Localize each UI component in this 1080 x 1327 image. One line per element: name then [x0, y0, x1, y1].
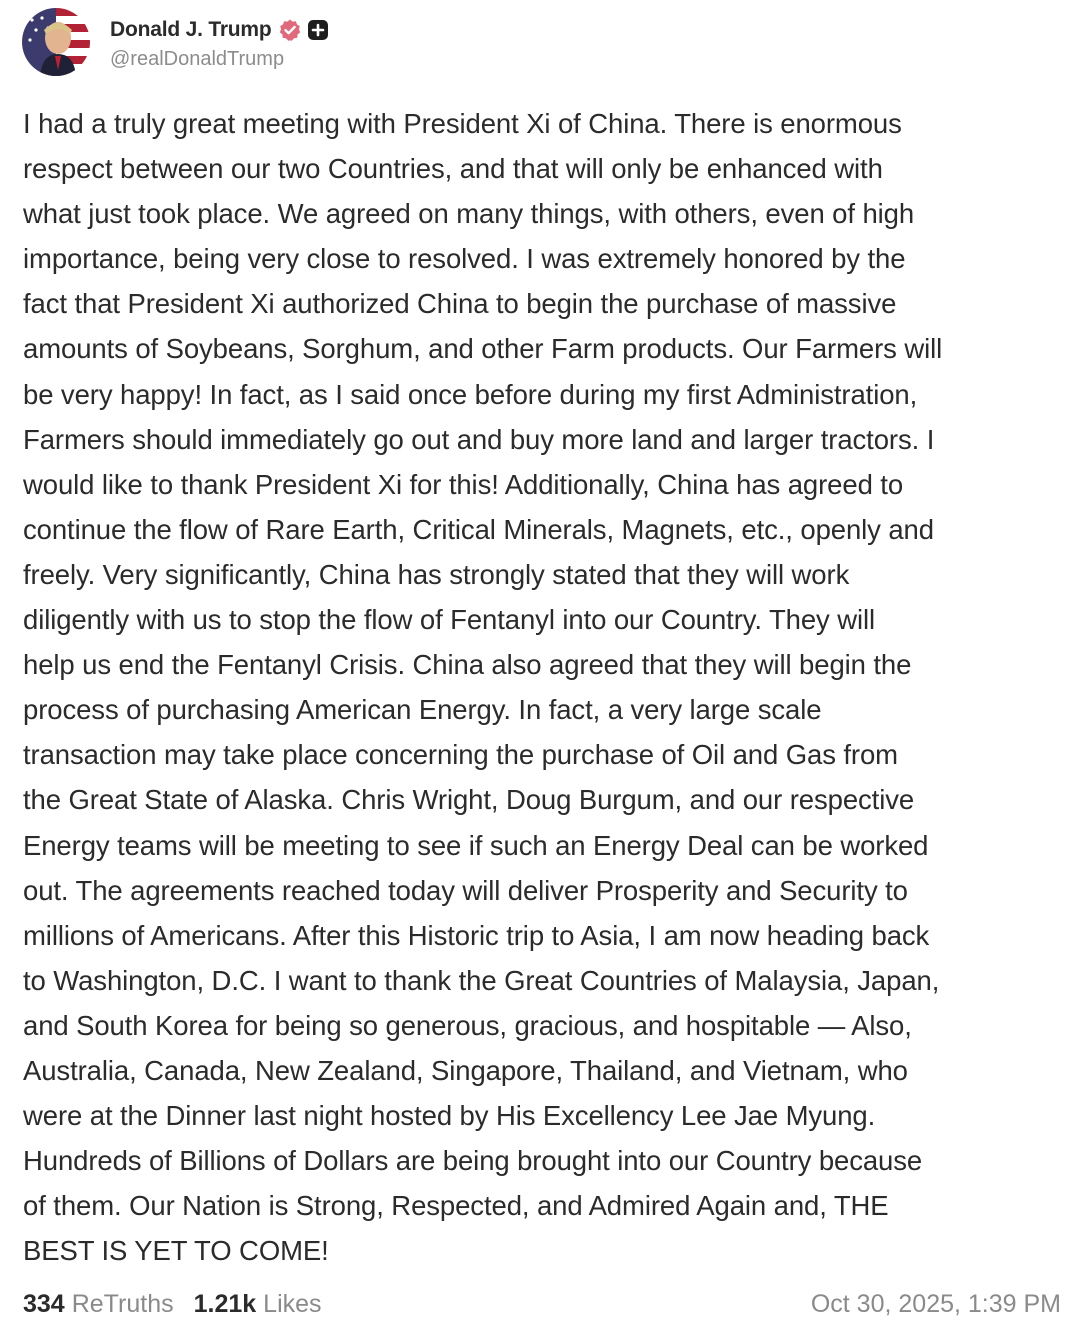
- post-text-line: Australia, Canada, New Zealand, Singapore, Thailand, and Vietnam, who: [23, 1054, 908, 1086]
- post-text-line: were at the Dinner last night hosted by His Excellency Lee Jae Myung.: [23, 1100, 876, 1132]
- author-names: [110, 13, 329, 71]
- verified-badge-icon: [278, 18, 302, 42]
- post-text-line: what just took place. We agreed on many things, with others, even of high: [23, 198, 915, 230]
- post-text-line: millions of Americans. After this Historic trip to Asia, I am now heading back: [23, 919, 930, 951]
- post-footer: [23, 1284, 1061, 1324]
- likes-count: 1.21k: [193, 1289, 257, 1318]
- avatar-image: [22, 8, 90, 76]
- post-text-line: continue the flow of Rare Earth, Critical Minerals, Magnets, etc., openly and: [23, 513, 934, 545]
- post-text-line: diligently with us to stop the flow of Fentanyl into our Country. They will: [23, 604, 876, 636]
- post-text-line: out. The agreements reached today will deliver Prosperity and Security to: [23, 874, 908, 906]
- post-text-line: BEST IS YET TO COME!: [23, 1235, 329, 1267]
- retruths-label: ReTruths: [71, 1289, 174, 1318]
- avatar[interactable]: [22, 8, 90, 76]
- likes-stat[interactable]: [194, 1290, 322, 1319]
- post-timestamp[interactable]: Oct 30, 2025, 1:39 PM: [810, 1289, 1061, 1318]
- post-text-line: importance, being very close to resolved. I was extremely honored by the: [23, 243, 906, 275]
- retruths-stat[interactable]: [23, 1290, 174, 1319]
- post-text-line: I had a truly great meeting with President Xi of China. There is enormous: [23, 108, 902, 139]
- post-text-line: Hundreds of Billions of Dollars are being brought into our Country because: [23, 1145, 923, 1177]
- post-text-line: the Great State of Alaska. Chris Wright, Doug Burgum, and our respective: [23, 784, 915, 816]
- post-text-line: to Washington, D.C. I want to thank the Great Countries of Malaysia, Japan,: [23, 964, 940, 996]
- post-text-line: be very happy! In fact, as I said once before during my first Administration,: [23, 378, 918, 410]
- post-header: [22, 6, 329, 78]
- display-name[interactable]: Donald J. Trump: [110, 18, 272, 41]
- post-text-line: fact that President Xi authorized China to begin the purchase of massive: [23, 288, 897, 320]
- post-text-line: respect between our two Countries, and that will only be enhanced with: [23, 153, 883, 185]
- post-text-line: process of purchasing American Energy. In fact, a very large scale: [23, 694, 822, 726]
- post-text-line: and South Korea for being so generous, gracious, and hospitable — Also,: [23, 1009, 912, 1041]
- post-text-line: would like to thank President Xi for this! Additionally, China has agreed to: [23, 468, 904, 500]
- likes-label: Likes: [263, 1289, 322, 1318]
- post-text-line: Energy teams will be meeting to see if such an Energy Deal can be worked: [23, 829, 929, 861]
- name-row: [110, 13, 329, 47]
- post-text-line: transaction may take place concerning the purchase of Oil and Gas from: [23, 739, 898, 771]
- author-handle[interactable]: @realDonaldTrump: [110, 48, 285, 70]
- plus-square-icon[interactable]: [307, 19, 329, 41]
- post-text-line: freely. Very significantly, China has strongly stated that they will work: [23, 558, 850, 590]
- post-body: [23, 101, 1063, 1273]
- post-stats: [23, 1290, 342, 1319]
- post-text-line: of them. Our Nation is Strong, Respected, and Admired Again and, THE: [23, 1190, 889, 1222]
- post-text-line: help us end the Fentanyl Crisis. China also agreed that they will begin the: [23, 649, 912, 681]
- post-text-line: Farmers should immediately go out and buy more land and larger tractors. I: [23, 423, 935, 455]
- retruths-count: 334: [23, 1289, 65, 1318]
- post-text-line: amounts of Soybeans, Sorghum, and other Farm products. Our Farmers will: [23, 333, 943, 365]
